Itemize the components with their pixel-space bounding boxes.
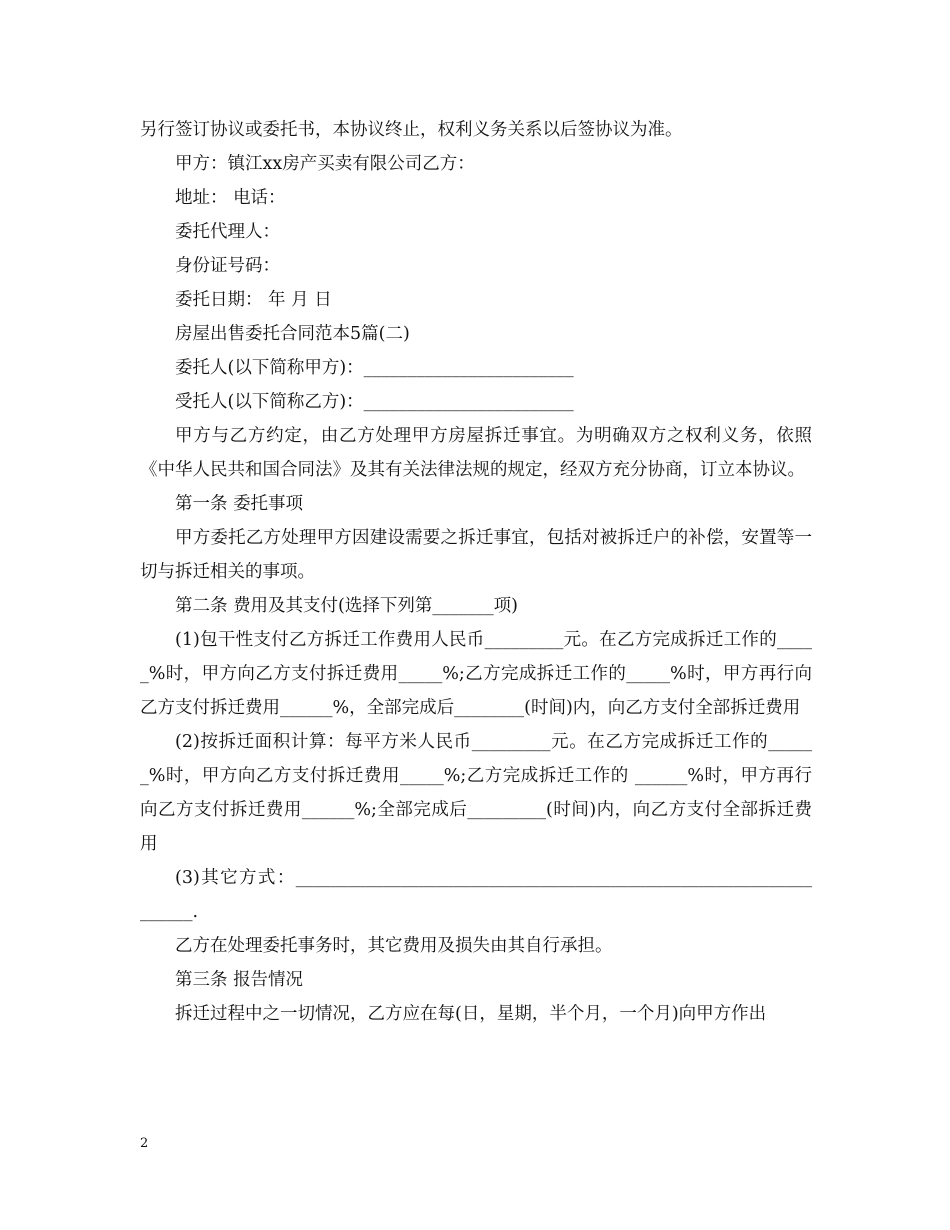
article-heading: 第三条 报告情况 [175, 970, 304, 990]
date-line: 委托日期： 年 月 日 [175, 290, 332, 310]
party-a-line: 甲方：镇江xx房产买卖有限公司乙方： [175, 154, 475, 174]
article-heading: 第二条 费用及其支付(选择下列第_______项) [175, 596, 518, 616]
page-number: 2 [140, 1136, 149, 1151]
paragraph: (3)其它方式：_________________________________________________________________. [140, 868, 812, 922]
agent-line: 委托代理人： [175, 222, 280, 242]
paragraph: (1)包干性支付乙方拆迁工作费用人民币_________元。在乙方完成拆迁工作的_____%时，甲方向乙方支付拆迁费用_____%;乙方完成拆迁工作的_____%时，甲方再行向乙方支付拆迁费用______%，全部完成后________(时间)内，向乙方支付全部拆迁费用 [140, 630, 812, 718]
address-line: 地址： 电话： [175, 188, 286, 208]
document-body [140, 113, 812, 1031]
paragraph: 甲方与乙方约定，由乙方处理甲方房屋拆迁事宜。为明确双方之权利义务，依照《中华人民共和国合同法》及其有关法律法规的规定，经双方充分协商，订立本协议。 [140, 426, 812, 480]
paragraph: 拆迁过程中之一切情况，乙方应在每(日，星期，半个月，一个月)向甲方作出 [175, 1004, 767, 1024]
principal-line: 委托人(以下简称甲方)：________________________ [175, 358, 574, 378]
article-heading: 第一条 委托事项 [175, 494, 304, 514]
paragraph: 乙方在处理委托事务时，其它费用及损失由其自行承担。 [175, 936, 613, 956]
paragraph: (2)按拆迁面积计算：每平方米人民币_________元。在乙方完成拆迁工作的______%时，甲方向乙方支付拆迁费用_____%;乙方完成拆迁工作的 ______%时，甲方再行向乙方支付拆迁费用______%;全部完成后_________(时间)内，向乙方支付全部拆迁费用 [140, 732, 812, 854]
id-number-line: 身份证号码： [175, 256, 280, 276]
trustee-line: 受托人(以下简称乙方)：________________________ [175, 392, 574, 412]
paragraph: 另行签订协议或委托书，本协议终止，权利义务关系以后签协议为准。 [140, 120, 683, 140]
section-title: 房屋出售委托合同范本5篇(二) [175, 324, 410, 344]
paragraph: 甲方委托乙方处理甲方因建设需要之拆迁事宜，包括对被拆迁户的补偿，安置等一切与拆迁相关的事项。 [140, 528, 812, 582]
